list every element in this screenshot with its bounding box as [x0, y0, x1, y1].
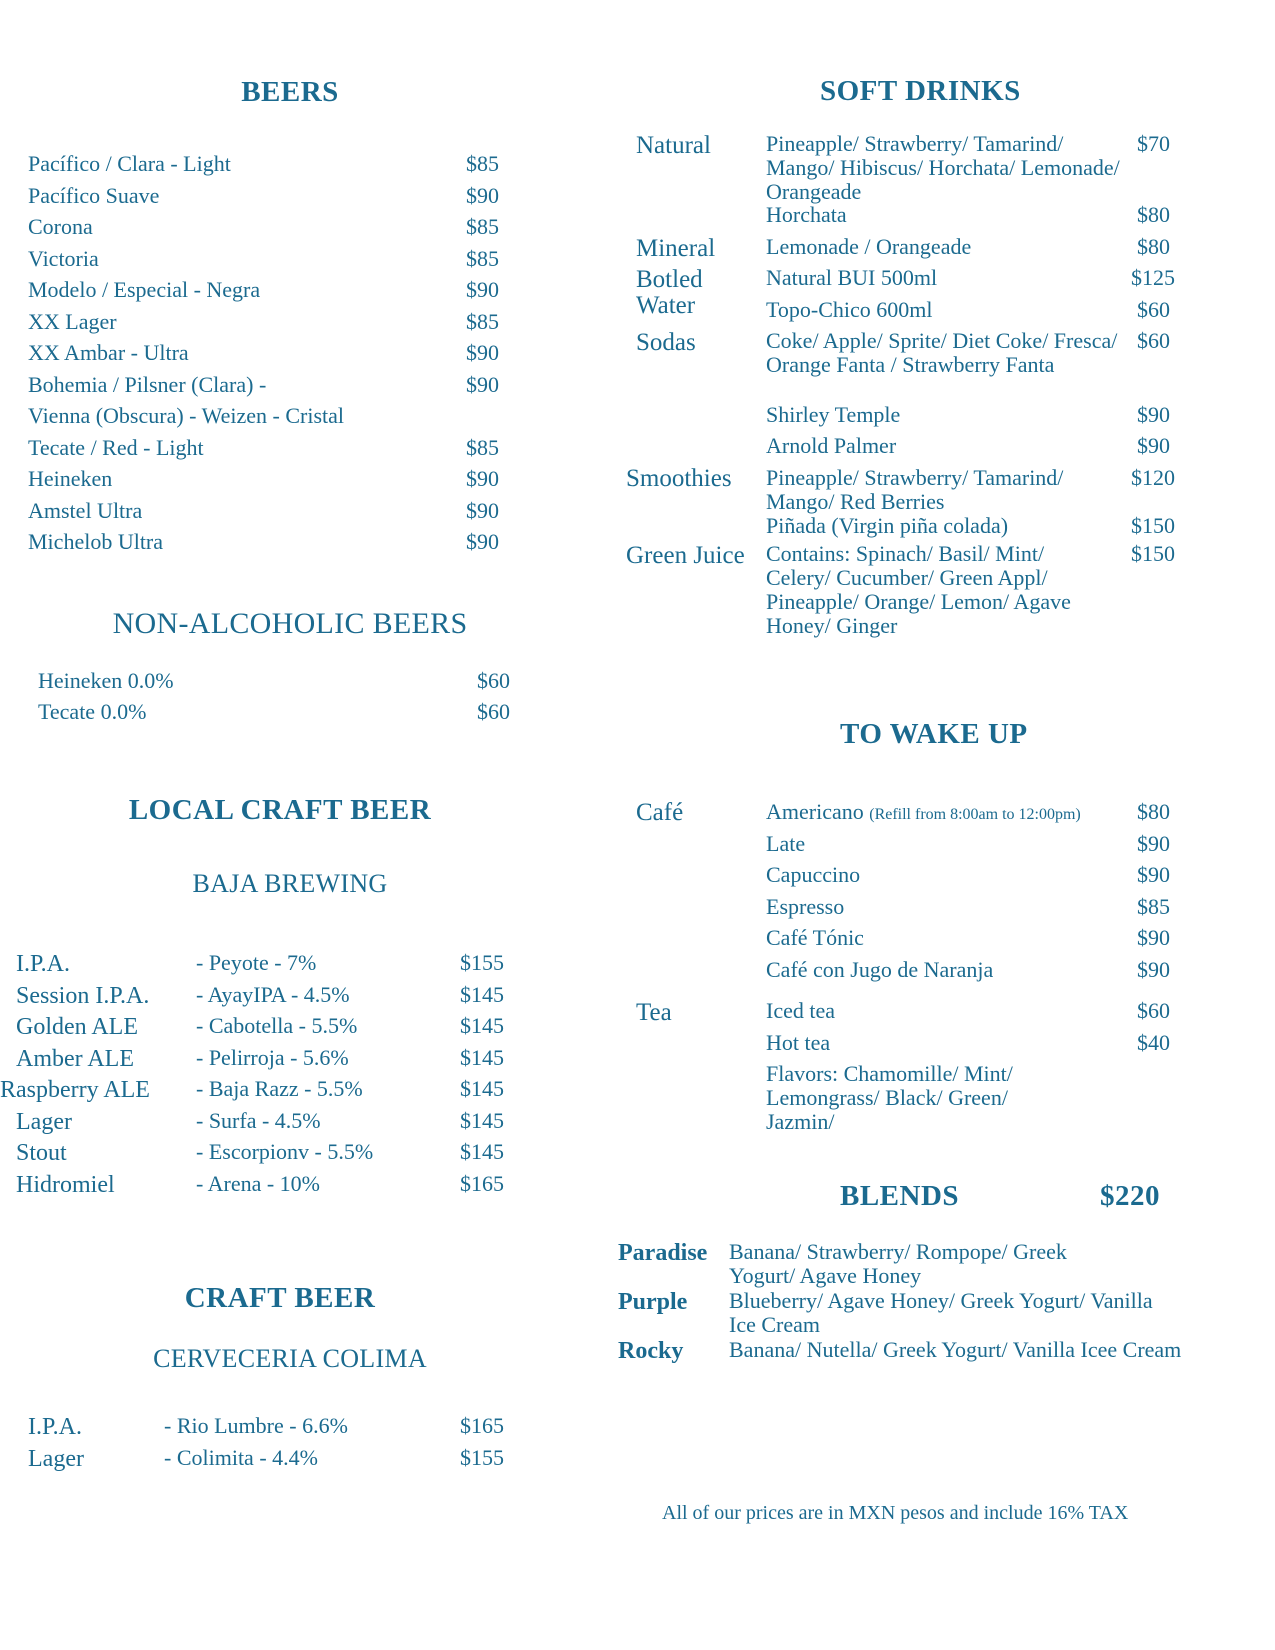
blend-name: Purple — [618, 1289, 688, 1315]
beer-price: $90 — [466, 277, 499, 302]
category-smoothies: Smoothies — [626, 465, 732, 492]
beer-name: Tecate / Red - Light — [28, 435, 204, 460]
beer-price: $85 — [466, 309, 499, 334]
soft-drink-name: Shirley Temple — [766, 402, 901, 427]
soft-drink-name: Arnold Palmer — [766, 433, 897, 458]
soft-drink-price: $120 — [1131, 465, 1175, 490]
craft-beer-price: $145 — [460, 1108, 504, 1133]
cafe-item-name: Capuccino — [766, 862, 861, 887]
local-craft-title: LOCAL CRAFT BEER — [128, 794, 432, 826]
tea-item-name: Hot tea — [766, 1030, 831, 1055]
cafe-item-price: $90 — [1137, 862, 1170, 887]
soft-drink-name: Horchata — [766, 202, 847, 227]
craft-style: Session I.P.A. — [16, 983, 150, 1009]
craft-beer-name: - Rio Lumbre - 6.6% — [164, 1413, 348, 1438]
beer-name: Michelob Ultra — [28, 529, 164, 554]
tax-footnote: All of our prices are in MXN pesos and include 16% TAX — [662, 1502, 1129, 1524]
craft-beer-price: $155 — [460, 950, 504, 975]
soft-drink-price: $150 — [1131, 513, 1175, 538]
craft-beer-name: - AyayIPA - 4.5% — [196, 982, 350, 1007]
beer-price: $90 — [466, 340, 499, 365]
category-green-juice: Green Juice — [626, 542, 745, 569]
beer-name: Pacífico Suave — [28, 183, 160, 208]
craft-style: Lager — [28, 1446, 84, 1472]
beer-name: Modelo / Especial - Negra — [28, 277, 261, 302]
craft-beer-name: - Peyote - 7% — [196, 950, 317, 975]
category-cafe: Café — [636, 799, 684, 826]
beer-price: $85 — [466, 214, 499, 239]
beer-name: Amstel Ultra — [28, 498, 143, 523]
na-beer-price: $60 — [477, 699, 510, 724]
soft-drink-price: $60 — [1137, 328, 1170, 353]
soft-drink-price: $150 — [1131, 541, 1175, 566]
soft-drink-name: Pineapple/ Strawberry/ Tamarind/ Mango/ Red Berries — [766, 465, 1064, 514]
americano-label: Americano — [766, 799, 864, 824]
soft-drink-name: Topo-Chico 600ml — [766, 297, 933, 322]
cafe-item-name: Espresso — [766, 894, 845, 919]
blend-desc: Banana/ Strawberry/ Rompope/ Greek Yogurt/ Agave Honey — [729, 1239, 1067, 1288]
craft-beer-name: - Pelirroja - 5.6% — [196, 1045, 349, 1070]
soft-drink-price: $70 — [1137, 131, 1170, 156]
beer-price: $85 — [466, 151, 499, 176]
beer-price: $90 — [466, 183, 499, 208]
blend-name: Paradise — [618, 1240, 708, 1266]
soft-drink-price: $80 — [1137, 234, 1170, 259]
craft-beer-name: - Cabotella - 5.5% — [196, 1013, 358, 1038]
beer-name: Corona — [28, 214, 93, 239]
blend-desc: Blueberry/ Agave Honey/ Greek Yogurt/ Vanilla Ice Cream — [729, 1288, 1153, 1337]
cafe-item-name: Café con Jugo de Naranja — [766, 957, 994, 982]
cafe-item-price: $90 — [1137, 957, 1170, 982]
craft-style: Amber ALE — [16, 1046, 134, 1072]
tea-flavors: Flavors: Chamomille/ Mint/ Lemongrass/ Black/ Green/ Jazmin/ — [766, 1061, 1013, 1134]
craft-style: Stout — [16, 1140, 67, 1166]
cerveceria-colima-subtitle: CERVECERIA COLIMA — [153, 1344, 427, 1373]
blend-name: Rocky — [618, 1338, 684, 1364]
beer-price: $90 — [466, 372, 499, 397]
cafe-item-name: Café Tónic — [766, 925, 864, 950]
cafe-item-price: $85 — [1137, 894, 1170, 919]
craft-beer-name: - Colimita - 4.4% — [164, 1445, 318, 1470]
category-mineral: Mineral — [636, 235, 716, 262]
category-natural: Natural — [636, 132, 711, 159]
beer-name: Vienna (Obscura) - Weizen - Cristal — [28, 403, 344, 428]
soft-drink-price: $80 — [1137, 202, 1170, 227]
craft-beer-price: $165 — [460, 1171, 504, 1196]
craft-style: Raspberry ALE — [0, 1077, 150, 1103]
americano-refill-note: (Refill from 8:00am to 12:00pm) — [869, 806, 1081, 823]
baja-brewing-subtitle: BAJA BREWING — [192, 869, 388, 898]
na-beer-name: Tecate 0.0% — [38, 699, 147, 724]
cafe-item-price: $90 — [1137, 831, 1170, 856]
soft-drink-name: Natural BUI 500ml — [766, 265, 938, 290]
soft-drink-name: Coke/ Apple/ Sprite/ Diet Coke/ Fresca/ Orange Fanta / Strawberry Fanta — [766, 328, 1118, 377]
soft-drink-name: Lemonade / Orangeade — [766, 234, 972, 259]
beer-price: $85 — [466, 246, 499, 271]
craft-style: I.P.A. — [28, 1414, 83, 1440]
category-sodas: Sodas — [636, 329, 696, 356]
beer-price: $85 — [466, 435, 499, 460]
beer-name: Bohemia / Pilsner (Clara) - — [28, 372, 267, 397]
tea-item-name: Iced tea — [766, 998, 835, 1023]
tea-item-price: $60 — [1137, 998, 1170, 1023]
craft-beer-name: - Baja Razz - 5.5% — [196, 1076, 363, 1101]
craft-beer-price: $145 — [460, 1139, 504, 1164]
blends-title: BLENDS — [840, 1180, 960, 1212]
craft-beer-price: $155 — [460, 1445, 504, 1470]
soft-drink-name: Piñada (Virgin piña colada) — [766, 513, 1009, 538]
blends-price: $220 — [1100, 1180, 1160, 1212]
category-tea: Tea — [636, 999, 672, 1026]
soft-drink-name: Pineapple/ Strawberry/ Tamarind/ Mango/ Hibiscus/ Horchata/ Lemonade/ Orangeade — [766, 131, 1120, 204]
craft-beer-price: $165 — [460, 1413, 504, 1438]
soft-drink-price: $60 — [1137, 297, 1170, 322]
beer-name: XX Ambar - Ultra — [28, 340, 189, 365]
craft-style: Golden ALE — [16, 1014, 138, 1040]
cafe-item-name: Late — [766, 831, 806, 856]
beer-name: Pacífico / Clara - Light — [28, 151, 231, 176]
soft-drink-price: $90 — [1137, 433, 1170, 458]
beer-name: XX Lager — [28, 309, 117, 334]
category-bottled-water: Botled Water — [636, 266, 703, 319]
craft-beer-name: - Arena - 10% — [196, 1171, 321, 1196]
craft-beer-price: $145 — [460, 1045, 504, 1070]
non-alcoholic-title: NON-ALCOHOLIC BEERS — [112, 607, 468, 640]
beer-name: Heineken — [28, 466, 113, 491]
soft-drink-price: $90 — [1137, 402, 1170, 427]
to-wake-up-title: TO WAKE UP — [840, 718, 1028, 750]
craft-beer-name: - Escorpionv - 5.5% — [196, 1139, 374, 1164]
craft-beer-price: $145 — [460, 1013, 504, 1038]
cafe-item-name — [766, 800, 1081, 827]
na-beer-name: Heineken 0.0% — [38, 668, 174, 693]
craft-style: I.P.A. — [16, 951, 71, 977]
craft-beer-price: $145 — [460, 1076, 504, 1101]
soft-drink-price: $125 — [1131, 265, 1175, 290]
beer-price: $90 — [466, 529, 499, 554]
beer-price: $90 — [466, 466, 499, 491]
craft-beer-title: CRAFT BEER — [184, 1282, 376, 1314]
craft-beer-price: $145 — [460, 982, 504, 1007]
cafe-item-price: $80 — [1137, 799, 1170, 824]
soft-drinks-title: SOFT DRINKS — [820, 75, 1021, 107]
craft-beer-name: - Surfa - 4.5% — [196, 1108, 321, 1133]
craft-style: Lager — [16, 1109, 72, 1135]
blend-desc: Banana/ Nutella/ Greek Yogurt/ Vanilla Icee Cream — [729, 1337, 1182, 1362]
na-beer-price: $60 — [477, 668, 510, 693]
beer-name: Victoria — [28, 246, 99, 271]
tea-item-price: $40 — [1137, 1030, 1170, 1055]
soft-drink-name: Contains: Spinach/ Basil/ Mint/ Celery/ Cucumber/ Green Appl/ Pineapple/ Orange/ Lemon/ Agave Honey/ Ginger — [766, 541, 1071, 638]
craft-style: Hidromiel — [16, 1172, 115, 1198]
beers-title: BEERS — [241, 76, 339, 108]
beer-price: $90 — [466, 498, 499, 523]
cafe-item-price: $90 — [1137, 925, 1170, 950]
